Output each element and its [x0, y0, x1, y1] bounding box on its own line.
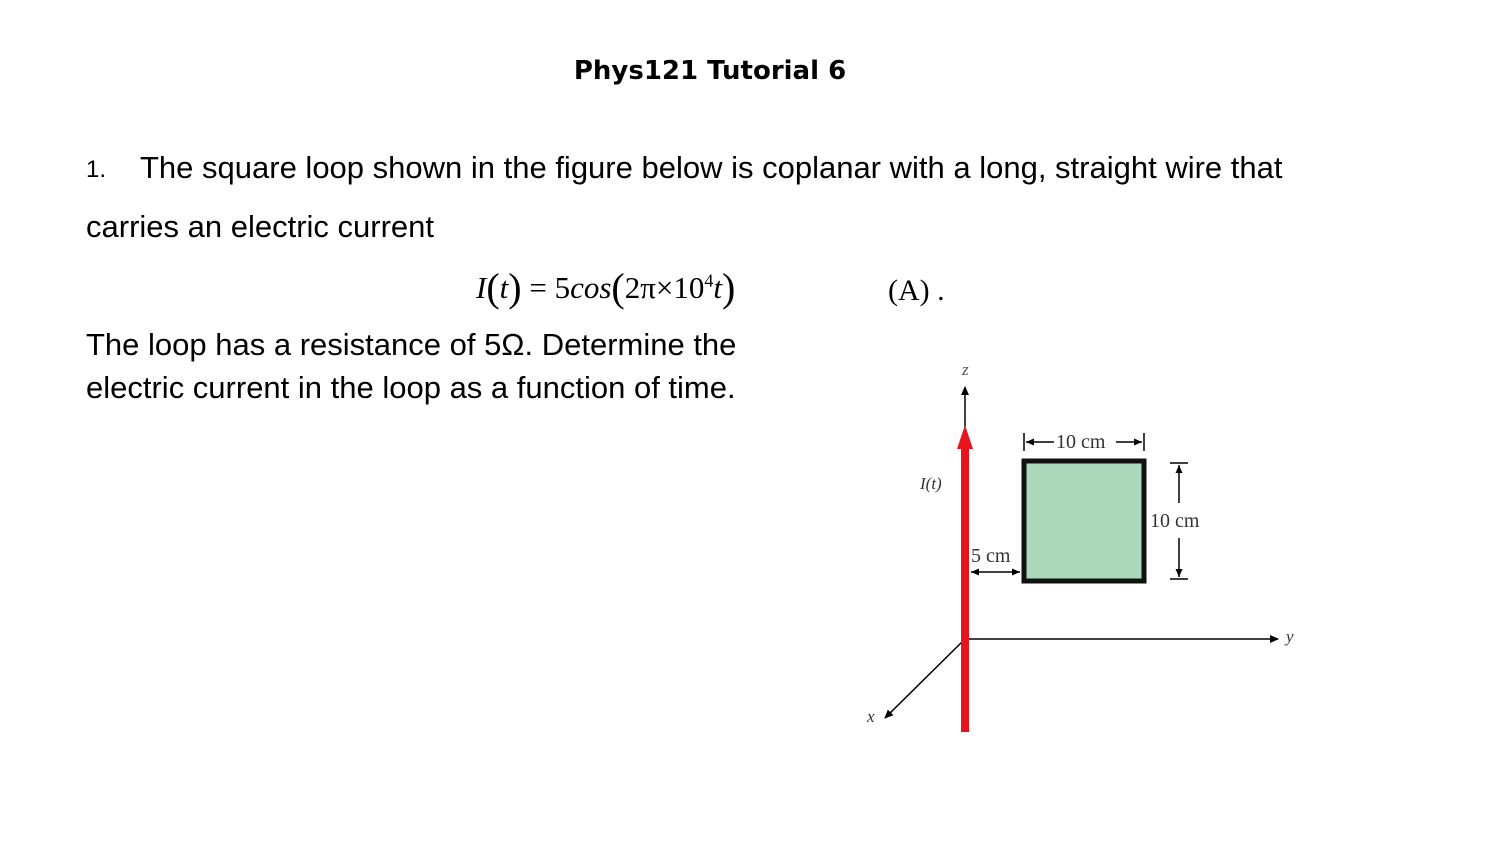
current-equation: $I(t) = 5\cos(2\pi\times 10^4t)$: [476, 265, 736, 310]
x-axis-label: x: [867, 707, 875, 726]
question-text-line-1: The square loop shown in the figure below is coplanar with a long, straight wire that: [140, 150, 1283, 185]
current-label: I(t): [920, 474, 942, 493]
equation-unit: (A) .: [888, 274, 945, 307]
equation-coef: 5: [554, 270, 571, 305]
equation-lhs-func: I: [476, 270, 487, 305]
square-loop: [1024, 461, 1144, 581]
equation-equals: =: [529, 270, 547, 305]
question-text-line-3: The loop has a resistance of 5Ω. Determine the: [86, 327, 737, 362]
y-axis-label: y: [1286, 627, 1294, 646]
x-axis: [885, 639, 965, 718]
current-arrowhead: [957, 425, 973, 449]
current-wire: [961, 447, 969, 732]
z-axis-label: z: [962, 360, 969, 379]
gap-dimension-label: 5 cm: [971, 545, 1011, 567]
equation-exponent: 4: [704, 270, 714, 291]
page-title: Phys121 Tutorial 6: [573, 56, 847, 86]
equation-inner: 2π×10: [624, 270, 705, 305]
question-text-line-2: carries an electric current: [86, 209, 435, 244]
height-dimension-label: 10 cm: [1150, 510, 1200, 532]
width-dimension-label: 10 cm: [1056, 431, 1106, 453]
question-text-line-4: electric current in the loop as a function of time.: [86, 370, 736, 405]
loop-wire-figure: [850, 355, 1320, 745]
equation-func: cos: [570, 270, 612, 305]
question-number: 1.: [86, 156, 107, 183]
equation-lhs-var: t: [499, 270, 509, 305]
equation-inner-var: t: [713, 270, 723, 305]
